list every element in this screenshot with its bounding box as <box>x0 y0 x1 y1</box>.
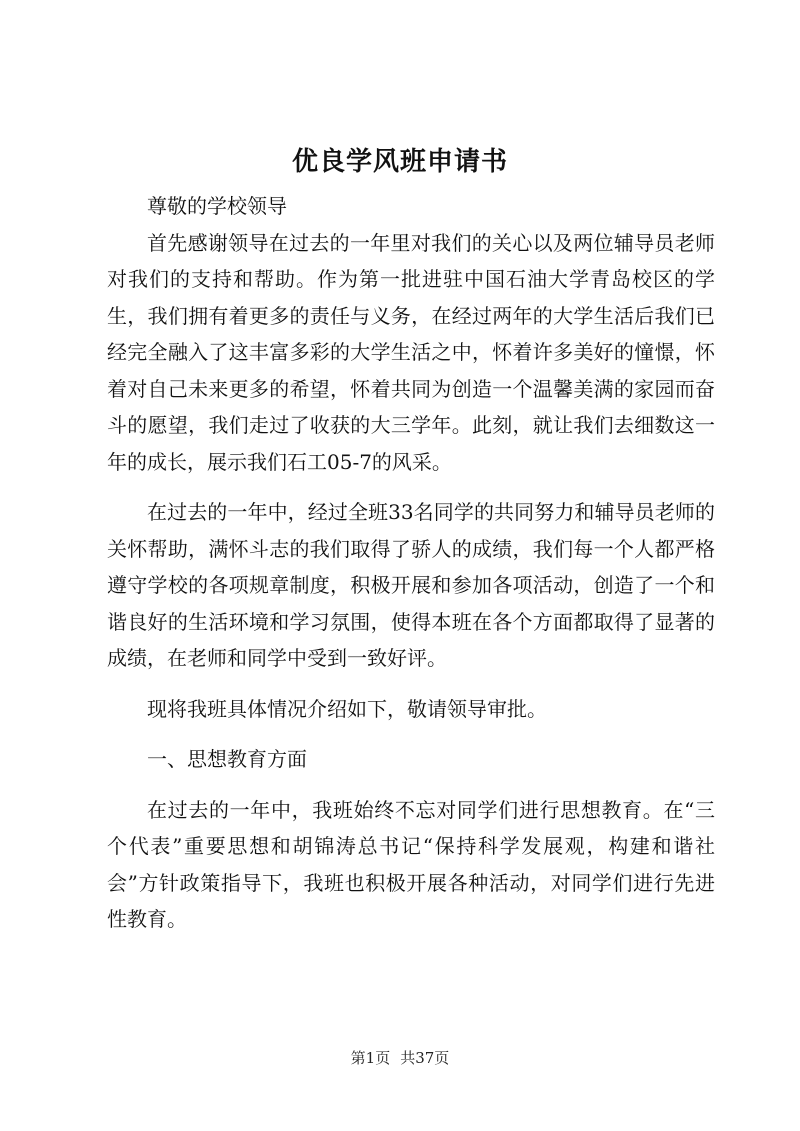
section-heading: 一、思想教育方面 <box>147 747 307 771</box>
paragraph-gap <box>107 480 715 494</box>
paragraph-ideology: 在过去的一年中，我班始终不忘对同学们进行思想教育。在“三个代表”重要思想和胡锦涛总书记“保持科学发展观，构建和谐社会”方针政策指导下，我班也积极开展各种活动，对同学们进行先进性教育。 <box>107 797 715 931</box>
salutation: 尊敬的学校领导 <box>147 194 287 218</box>
paragraph-request: 现将我班具体情况介绍如下，敬请领导审批。 <box>147 696 547 721</box>
page-footer <box>0 1048 800 1068</box>
page-total: 共37页 <box>400 1049 450 1067</box>
paragraph-gap <box>107 727 715 741</box>
paragraph-gap <box>107 677 715 691</box>
page-number: 第1页 <box>350 1049 391 1067</box>
paragraph-gap <box>107 778 715 792</box>
paragraph-achievements: 在过去的一年中，经过全班33名同学的共同努力和辅导员老师的关怀帮助，满怀斗志的我们取得了骄人的成绩，我们每一个人都严格遵守学校的各项规章制度，积极开展和参加各项活动，创造了一个和谐良好的生活环境和学习氛围，使得本班在各个方面都取得了显著的成绩，在老师和同学中受到一致好评。 <box>107 500 715 670</box>
document-title: 优良学风班申请书 <box>291 147 508 177</box>
document-body <box>107 188 715 938</box>
paragraph-intro: 首先感谢领导在过去的一年里对我们的关心以及两位辅导员老师对我们的支持和帮助。作为第一批进驻中国石油大学青岛校区的学生，我们拥有着更多的责任与义务，在经过两年的大学生活后我们已经完全融入了这丰富多彩的大学生活之中，怀着许多美好的憧憬，怀着对自己未来更多的希望，怀着共同为创造一个温馨美满的家园而奋斗的愿望，我们走过了收获的大三学年。此刻，就让我们去细数这一年的成长，展示我们石工05-7的风采。 <box>107 230 715 474</box>
